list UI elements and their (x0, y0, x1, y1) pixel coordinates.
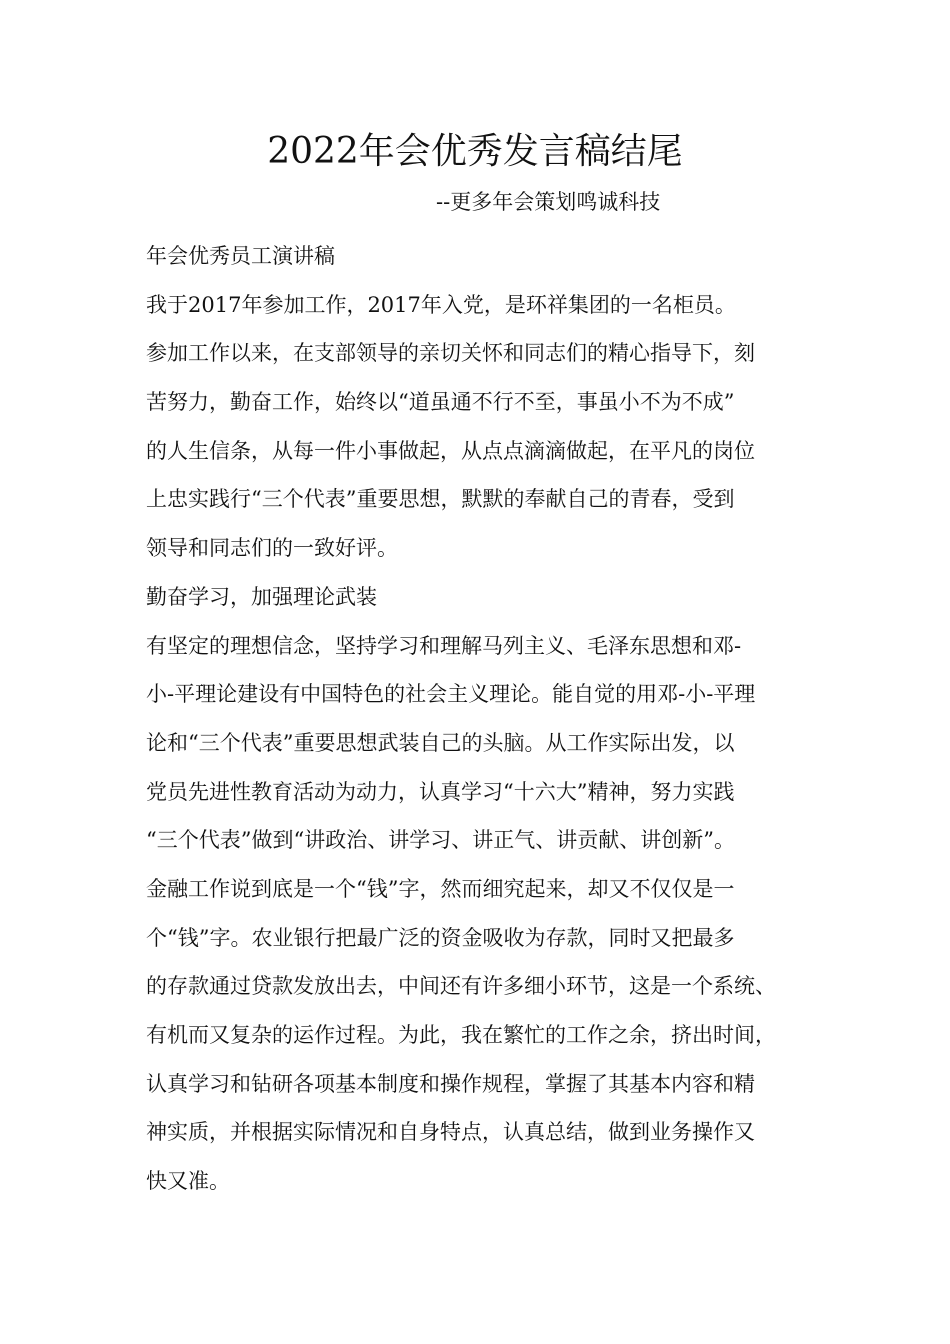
text-line: 认真学习和钻研各项基本制度和操作规程，掌握了其基本内容和精 (146, 1071, 755, 1096)
text-line: 神实质，并根据实际情况和自身特点，认真总结，做到业务操作又 (146, 1120, 755, 1145)
text-line: 苦努力，勤奋工作，始终以“道虽通不行不至，事虽小不为不成” (146, 390, 735, 415)
text-line: 上忠实践行“三个代表”重要思想，默默的奉献自己的青春，受到 (146, 487, 735, 512)
text-line: 我于2017年参加工作，2017年入党，是环祥集团的一名柜员。 (146, 292, 736, 317)
text-line: 个“钱”字。农业银行把最广泛的资金吸收为存款，同时又把最多 (146, 925, 735, 950)
text-line: 快又准。 (146, 1169, 230, 1194)
text-line: 有坚定的理想信念，坚持学习和理解马列主义、毛泽东思想和邓- (146, 633, 742, 658)
text-line: 金融工作说到底是一个“钱”字，然而细究起来，却又不仅仅是一 (146, 876, 735, 901)
text-line: 的人生信条，从每一件小事做起，从点点滴滴做起，在平凡的岗位 (146, 438, 755, 463)
text-line: 参加工作以来，在支部领导的亲切关怀和同志们的精心指导下，刻 (146, 341, 755, 366)
text-line: 的存款通过贷款发放出去，中间还有许多细小环节，这是一个系统、 (146, 974, 776, 999)
text-line: 论和“三个代表”重要思想武装自己的头脑。从工作实际出发，以 (146, 730, 735, 755)
text-line: 有机而又复杂的运作过程。为此，我在繁忙的工作之余，挤出时间， (146, 1023, 776, 1047)
section-heading: 年会优秀员工演讲稿 (146, 244, 335, 268)
section-heading: 勤奋学习，加强理论武装 (146, 584, 377, 609)
document-body (146, 232, 826, 1206)
document-subtitle: --更多年会策划鸣诚科技 (436, 190, 661, 214)
text-line: 小-平理论建设有中国特色的社会主义理论。能自觉的用邓-小-平理 (146, 682, 756, 707)
text-line: 领导和同志们的一致好评。 (146, 536, 398, 561)
document-title: 2022年会优秀发言稿结尾 (267, 131, 683, 172)
text-line: 党员先进性教育活动为动力，认真学习“十六大”精神，努力实践 (146, 779, 735, 804)
text-line: “三个代表”做到“讲政治、讲学习、讲正气、讲贡献、讲创新”。 (146, 828, 735, 853)
